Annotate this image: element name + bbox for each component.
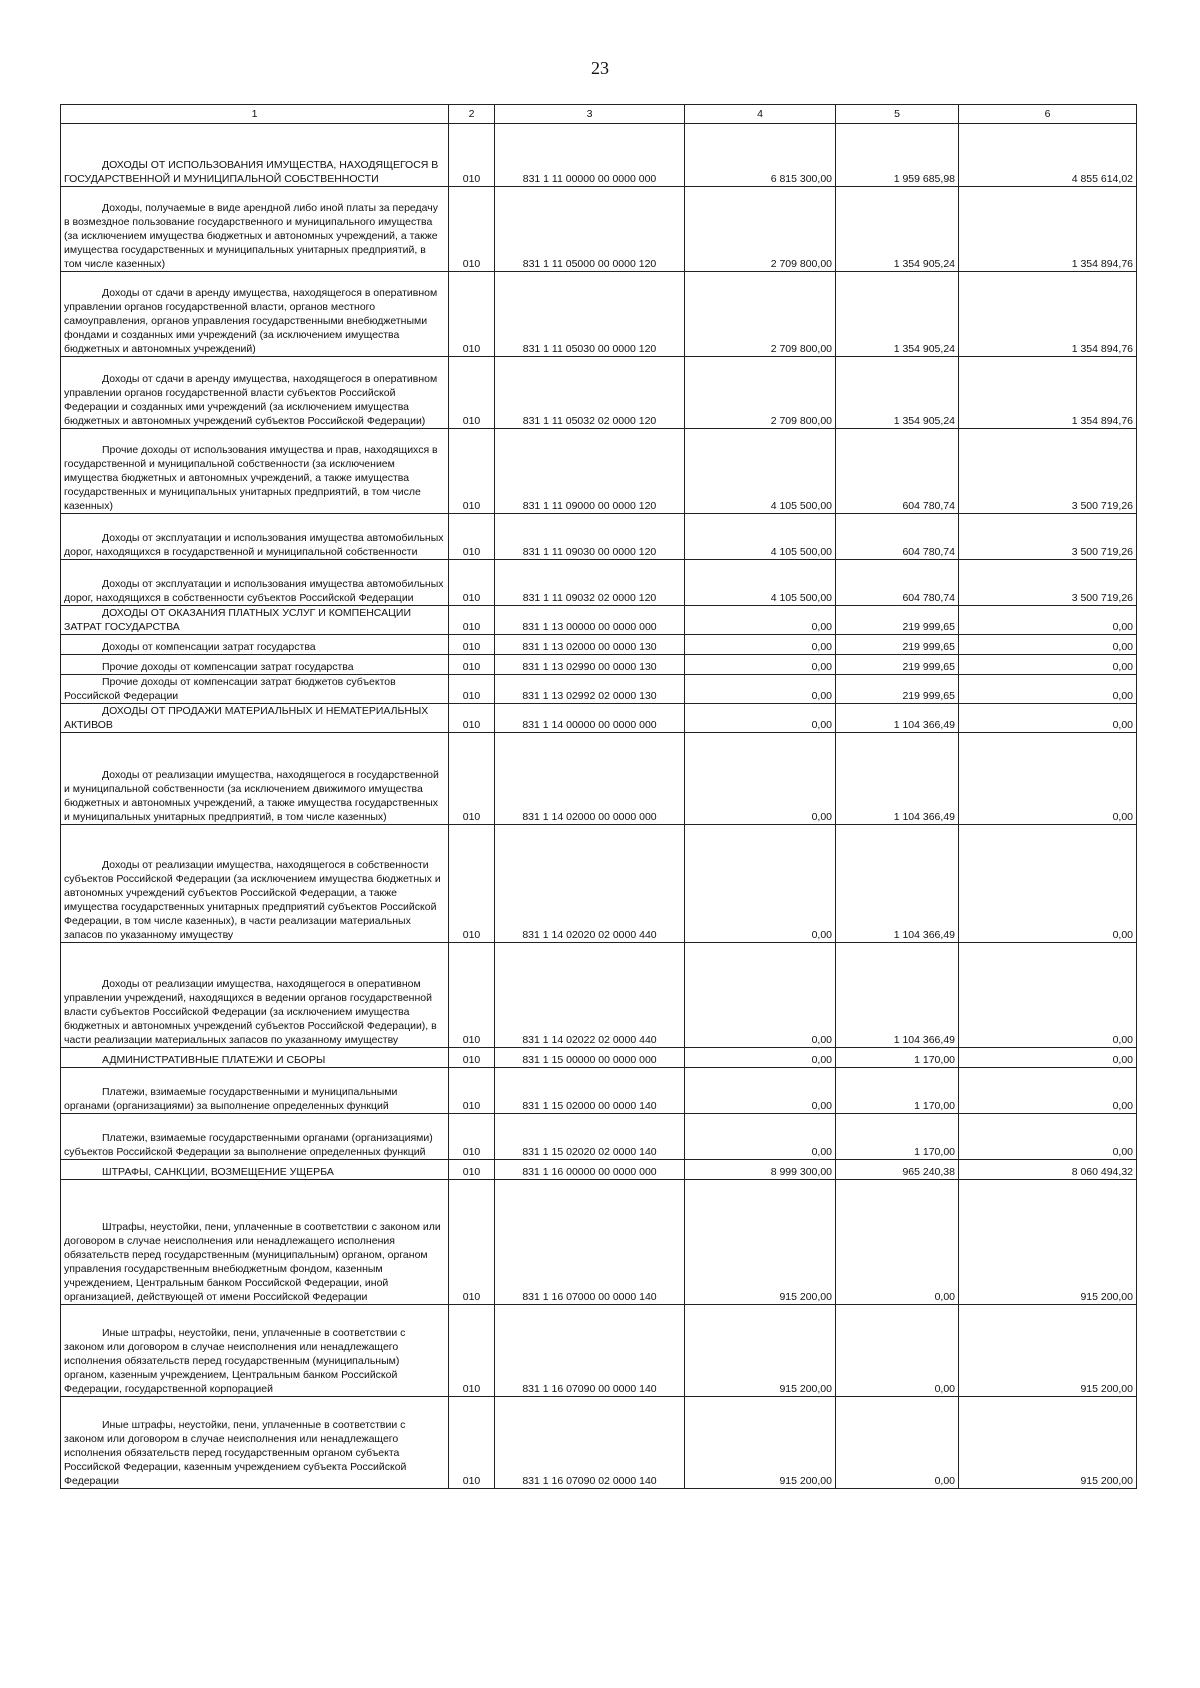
column-header: 5 <box>836 105 959 124</box>
row-line-code: 010 <box>449 1068 495 1114</box>
row-executed-amount: 0,00 <box>836 1397 959 1489</box>
row-description: ШТРАФЫ, САНКЦИИ, ВОЗМЕЩЕНИЕ УЩЕРБА <box>102 1166 334 1178</box>
revenue-table <box>60 104 1137 1489</box>
row-line-code: 010 <box>449 1114 495 1160</box>
row-budget-code: 831 1 16 07090 02 0000 140 <box>495 1397 685 1489</box>
row-executed-amount: 219 999,65 <box>836 635 959 655</box>
row-description: Платежи, взимаемые государственными и муниципальными органами (организациями) за выполнение определенных функций <box>64 1086 398 1112</box>
table-row <box>61 704 1137 733</box>
row-executed-amount: 219 999,65 <box>836 655 959 675</box>
row-approved-amount: 0,00 <box>685 704 836 733</box>
row-budget-code: 831 1 11 09030 00 0000 120 <box>495 514 685 560</box>
row-description: Доходы от реализации имущества, находящегося в собственности субъектов Российской Федерации (за исключением имущества бюджетных и автономных учреждений субъектов Российской Федерации, а также имущества государственных унитарных предприятий субъектов Российской Федерации, в том числе казенных), в части реализации материальных запасов по указанному имуществу <box>64 859 441 941</box>
row-unexecuted-amount: 0,00 <box>959 1068 1137 1114</box>
table-row <box>61 1305 1137 1397</box>
row-approved-amount: 0,00 <box>685 825 836 943</box>
row-description: Доходы от компенсации затрат государства <box>102 641 316 653</box>
table-row <box>61 514 1137 560</box>
row-line-code: 010 <box>449 1048 495 1068</box>
row-description: Иные штрафы, неустойки, пени, уплаченные в соответствии с законом или договором в случае неисполнения или ненадлежащего исполнения обязательств перед государственным органом субъекта Российской Федерации, казенным учреждением субъекта Российской Федерации <box>64 1419 407 1487</box>
table-row <box>61 1180 1137 1305</box>
row-executed-amount: 219 999,65 <box>836 606 959 635</box>
row-unexecuted-amount: 8 060 494,32 <box>959 1160 1137 1180</box>
row-budget-code: 831 1 16 00000 00 0000 000 <box>495 1160 685 1180</box>
row-description: АДМИНИСТРАТИВНЫЕ ПЛАТЕЖИ И СБОРЫ <box>102 1054 326 1066</box>
row-description: Прочие доходы от компенсации затрат бюджетов субъектов Российской Федерации <box>64 676 396 702</box>
table-row <box>61 655 1137 675</box>
row-line-code: 010 <box>449 187 495 272</box>
table-row <box>61 733 1137 825</box>
row-approved-amount: 6 815 300,00 <box>685 124 836 187</box>
row-description: Иные штрафы, неустойки, пени, уплаченные в соответствии с законом или договором в случае неисполнения или ненадлежащего исполнения обязательств перед государственным (муниципальным) органом, казенным учреждением, Центральным банком Российской Федерации, государственной корпорацией <box>64 1327 406 1395</box>
table-row <box>61 124 1137 187</box>
row-line-code: 010 <box>449 1160 495 1180</box>
row-line-code: 010 <box>449 704 495 733</box>
column-header: 4 <box>685 105 836 124</box>
row-description: Доходы от эксплуатации и использования имущества автомобильных дорог, находящихся в собственности субъектов Российской Федерации <box>64 578 444 604</box>
row-description: ДОХОДЫ ОТ ОКАЗАНИЯ ПЛАТНЫХ УСЛУГ И КОМПЕНСАЦИИ ЗАТРАТ ГОСУДАРСТВА <box>64 607 411 633</box>
row-budget-code: 831 1 13 02000 00 0000 130 <box>495 635 685 655</box>
row-line-code: 010 <box>449 675 495 704</box>
row-description: Платежи, взимаемые государственными органами (организациями) субъектов Российской Федерации за выполнение определенных функций <box>64 1132 433 1158</box>
table-row <box>61 1160 1137 1180</box>
row-approved-amount: 0,00 <box>685 1048 836 1068</box>
table-body <box>61 124 1137 1489</box>
row-unexecuted-amount: 0,00 <box>959 635 1137 655</box>
row-line-code: 010 <box>449 124 495 187</box>
row-unexecuted-amount: 0,00 <box>959 655 1137 675</box>
row-approved-amount: 0,00 <box>685 655 836 675</box>
row-executed-amount: 965 240,38 <box>836 1160 959 1180</box>
row-approved-amount: 2 709 800,00 <box>685 187 836 272</box>
row-executed-amount: 604 780,74 <box>836 514 959 560</box>
row-executed-amount: 1 170,00 <box>836 1114 959 1160</box>
row-budget-code: 831 1 16 07000 00 0000 140 <box>495 1180 685 1305</box>
row-approved-amount: 915 200,00 <box>685 1305 836 1397</box>
row-line-code: 010 <box>449 560 495 606</box>
row-description: Прочие доходы от компенсации затрат государства <box>102 661 354 673</box>
row-approved-amount: 0,00 <box>685 943 836 1048</box>
row-line-code: 010 <box>449 825 495 943</box>
row-budget-code: 831 1 11 09000 00 0000 120 <box>495 429 685 514</box>
row-executed-amount: 1 354 905,24 <box>836 187 959 272</box>
row-budget-code: 831 1 14 02022 02 0000 440 <box>495 943 685 1048</box>
row-budget-code: 831 1 14 02000 00 0000 000 <box>495 733 685 825</box>
row-description: Прочие доходы от использования имущества и прав, находящихся в государственной и муниципальной собственности (за исключением имущества бюджетных и автономных учреждений, а также имущества государственных и муниципальных унитарных предприятий, в том числе казенных) <box>64 444 438 512</box>
row-executed-amount: 219 999,65 <box>836 675 959 704</box>
table-row <box>61 635 1137 655</box>
row-unexecuted-amount: 4 855 614,02 <box>959 124 1137 187</box>
row-executed-amount: 0,00 <box>836 1180 959 1305</box>
row-description: ДОХОДЫ ОТ ИСПОЛЬЗОВАНИЯ ИМУЩЕСТВА, НАХОДЯЩЕГОСЯ В ГОСУДАРСТВЕННОЙ И МУНИЦИПАЛЬНОЙ СОБСТВЕННОСТИ <box>64 159 439 185</box>
row-budget-code: 831 1 14 00000 00 0000 000 <box>495 704 685 733</box>
table-row <box>61 357 1137 429</box>
row-unexecuted-amount: 0,00 <box>959 1048 1137 1068</box>
row-executed-amount: 0,00 <box>836 1305 959 1397</box>
row-approved-amount: 8 999 300,00 <box>685 1160 836 1180</box>
row-unexecuted-amount: 915 200,00 <box>959 1397 1137 1489</box>
row-line-code: 010 <box>449 514 495 560</box>
row-unexecuted-amount: 3 500 719,26 <box>959 560 1137 606</box>
row-description: Доходы от реализации имущества, находящегося в государственной и муниципальной собственности (за исключением движимого имущества бюджетных и автономных учреждений, а также имущества государственных и муниципальных унитарных предприятий, в том числе казенных) <box>64 769 439 823</box>
row-description: Доходы от сдачи в аренду имущества, находящегося в оперативном управлении органов государственной власти, органов местного самоуправления, органов управления государственными внебюджетными фондами и созданных ими учреждений (за исключением имущества бюджетных и автономных учреждений) <box>64 287 438 355</box>
row-description: Доходы от реализации имущества, находящегося в оперативном управлении учреждений, находящихся в ведении органов государственной власти субъектов Российской Федерации (за исключением имущества бюджетных и автономных учреждений субъектов Российской Федерации), в части реализации материальных запасов по указанному имуществу <box>64 978 437 1046</box>
row-budget-code: 831 1 11 05000 00 0000 120 <box>495 187 685 272</box>
row-line-code: 010 <box>449 1180 495 1305</box>
page-number: 23 <box>591 58 609 78</box>
column-number-row <box>61 105 1137 124</box>
row-executed-amount: 604 780,74 <box>836 429 959 514</box>
row-approved-amount: 0,00 <box>685 1068 836 1114</box>
row-description: Доходы от сдачи в аренду имущества, находящегося в оперативном управлении органов государственной власти субъектов Российской Федерации и созданных ими учреждений (за исключением имущества бюджетных и автономных учреждений субъектов Российской Федерации) <box>64 373 438 427</box>
row-line-code: 010 <box>449 943 495 1048</box>
row-executed-amount: 1 104 366,49 <box>836 704 959 733</box>
row-budget-code: 831 1 11 00000 00 0000 000 <box>495 124 685 187</box>
row-approved-amount: 2 709 800,00 <box>685 357 836 429</box>
row-line-code: 010 <box>449 1397 495 1489</box>
row-executed-amount: 1 104 366,49 <box>836 825 959 943</box>
row-approved-amount: 0,00 <box>685 606 836 635</box>
table-row <box>61 560 1137 606</box>
column-header: 3 <box>495 105 685 124</box>
row-line-code: 010 <box>449 357 495 429</box>
row-approved-amount: 0,00 <box>685 1114 836 1160</box>
row-executed-amount: 1 170,00 <box>836 1048 959 1068</box>
row-approved-amount: 2 709 800,00 <box>685 272 836 357</box>
row-unexecuted-amount: 1 354 894,76 <box>959 187 1137 272</box>
row-description: ДОХОДЫ ОТ ПРОДАЖИ МАТЕРИАЛЬНЫХ И НЕМАТЕРИАЛЬНЫХ АКТИВОВ <box>64 705 429 731</box>
table-row <box>61 825 1137 943</box>
row-unexecuted-amount: 915 200,00 <box>959 1180 1137 1305</box>
table-row <box>61 606 1137 635</box>
table-row <box>61 429 1137 514</box>
row-line-code: 010 <box>449 655 495 675</box>
row-budget-code: 831 1 14 02020 02 0000 440 <box>495 825 685 943</box>
row-unexecuted-amount: 1 354 894,76 <box>959 272 1137 357</box>
row-approved-amount: 0,00 <box>685 675 836 704</box>
row-unexecuted-amount: 0,00 <box>959 825 1137 943</box>
row-executed-amount: 1 959 685,98 <box>836 124 959 187</box>
row-executed-amount: 1 104 366,49 <box>836 943 959 1048</box>
row-unexecuted-amount: 0,00 <box>959 704 1137 733</box>
column-header: 2 <box>449 105 495 124</box>
row-line-code: 010 <box>449 272 495 357</box>
table-row <box>61 1048 1137 1068</box>
column-header: 1 <box>61 105 449 124</box>
row-unexecuted-amount: 3 500 719,26 <box>959 514 1137 560</box>
row-line-code: 010 <box>449 429 495 514</box>
row-approved-amount: 4 105 500,00 <box>685 560 836 606</box>
table-row <box>61 943 1137 1048</box>
row-line-code: 010 <box>449 635 495 655</box>
row-line-code: 010 <box>449 733 495 825</box>
table-row <box>61 1068 1137 1114</box>
row-executed-amount: 1 170,00 <box>836 1068 959 1114</box>
row-description: Доходы от эксплуатации и использования имущества автомобильных дорог, находящихся в государственной и муниципальной собственности <box>64 532 444 558</box>
row-line-code: 010 <box>449 1305 495 1397</box>
row-budget-code: 831 1 16 07090 00 0000 140 <box>495 1305 685 1397</box>
row-budget-code: 831 1 15 02020 02 0000 140 <box>495 1114 685 1160</box>
row-approved-amount: 4 105 500,00 <box>685 514 836 560</box>
row-description: Доходы, получаемые в виде арендной либо иной платы за передачу в возмездное пользование государственного и муниципального имущества (за исключением имущества бюджетных и автономных учреждений, а также имущества государственных и муниципальных унитарных предприятий, в том числе казенных) <box>64 202 438 270</box>
row-budget-code: 831 1 13 02992 02 0000 130 <box>495 675 685 704</box>
row-executed-amount: 1 104 366,49 <box>836 733 959 825</box>
row-budget-code: 831 1 11 05032 02 0000 120 <box>495 357 685 429</box>
row-budget-code: 831 1 11 05030 00 0000 120 <box>495 272 685 357</box>
table-row <box>61 187 1137 272</box>
row-approved-amount: 0,00 <box>685 635 836 655</box>
row-approved-amount: 4 105 500,00 <box>685 429 836 514</box>
row-approved-amount: 915 200,00 <box>685 1180 836 1305</box>
table-row <box>61 1397 1137 1489</box>
column-header: 6 <box>959 105 1137 124</box>
row-budget-code: 831 1 13 02990 00 0000 130 <box>495 655 685 675</box>
row-budget-code: 831 1 13 00000 00 0000 000 <box>495 606 685 635</box>
row-unexecuted-amount: 1 354 894,76 <box>959 357 1137 429</box>
row-budget-code: 831 1 15 02000 00 0000 140 <box>495 1068 685 1114</box>
row-executed-amount: 1 354 905,24 <box>836 357 959 429</box>
row-unexecuted-amount: 3 500 719,26 <box>959 429 1137 514</box>
row-budget-code: 831 1 15 00000 00 0000 000 <box>495 1048 685 1068</box>
row-unexecuted-amount: 915 200,00 <box>959 1305 1137 1397</box>
row-unexecuted-amount: 0,00 <box>959 1114 1137 1160</box>
row-unexecuted-amount: 0,00 <box>959 733 1137 825</box>
table-row <box>61 1114 1137 1160</box>
row-approved-amount: 0,00 <box>685 733 836 825</box>
row-executed-amount: 604 780,74 <box>836 560 959 606</box>
row-line-code: 010 <box>449 606 495 635</box>
row-approved-amount: 915 200,00 <box>685 1397 836 1489</box>
row-unexecuted-amount: 0,00 <box>959 943 1137 1048</box>
row-budget-code: 831 1 11 09032 02 0000 120 <box>495 560 685 606</box>
table-row <box>61 675 1137 704</box>
row-unexecuted-amount: 0,00 <box>959 675 1137 704</box>
table-row <box>61 272 1137 357</box>
row-description: Штрафы, неустойки, пени, уплаченные в соответствии с законом или договором в случае неисполнения или ненадлежащего исполнения обязательств перед государственным (муниципальным) органом, органом управления государственным внебюджетным фондом, казенным учреждением, Центральным банком Российской Федерации, иной организацией, действующей от имени Российской Федерации <box>64 1221 441 1303</box>
row-unexecuted-amount: 0,00 <box>959 606 1137 635</box>
row-executed-amount: 1 354 905,24 <box>836 272 959 357</box>
